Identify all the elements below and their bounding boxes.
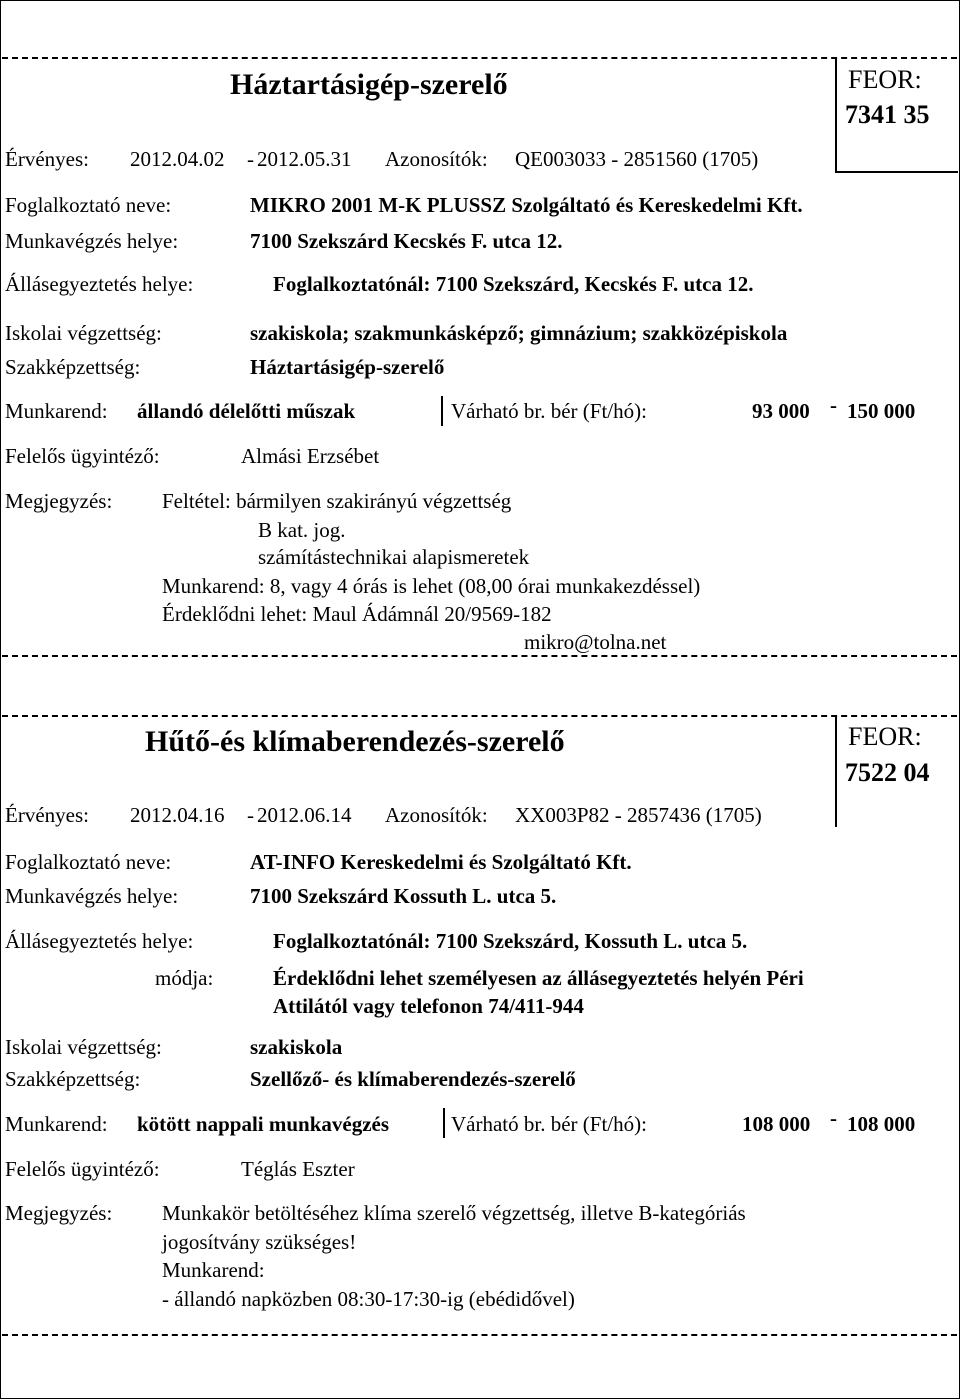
feor-divider (835, 716, 837, 827)
note-label: Megjegyzés: (5, 1201, 113, 1225)
education-value: szakiskola; szakmunkásképző; gimnázium; szakközépiskola (250, 321, 788, 345)
note-line: számítástechnikai alapismeretek (258, 545, 530, 569)
schedule-value: kötött nappali munkavégzés (137, 1112, 390, 1136)
id-value: XX003P82 - 2857436 (1705) (515, 803, 762, 827)
schedule-label: Munkarend: (5, 399, 108, 423)
salary-dash: - (830, 1106, 837, 1130)
education-value: szakiskola (250, 1035, 343, 1059)
feor-label: FEOR: (848, 722, 922, 751)
valid-to: 2012.06.14 (257, 803, 352, 827)
qualification-label: Szakképzettség: (5, 355, 141, 379)
workplace-label: Munkavégzés helye: (5, 884, 179, 908)
note-line: jogosítvány szükséges! (162, 1230, 357, 1254)
method-line: Érdeklődni lehet személyesen az állásegyeztetés helyén Péri (273, 966, 804, 990)
workplace-address: 7100 Szekszárd Kecskés F. utca 12. (250, 229, 563, 253)
qualification-value: Szellőző- és klímaberendezés-szerelő (250, 1067, 576, 1091)
feor-label: FEOR: (848, 65, 922, 94)
id-label: Azonosítók: (385, 147, 488, 171)
salary-max: 108 000 (847, 1112, 916, 1136)
method-label: módja: (155, 966, 214, 990)
note-line: Munkakör betöltéséhez klíma szerelő végzettség, illetve B-kategóriás (162, 1201, 746, 1225)
feor-bottom-line (835, 171, 958, 173)
workplace-label: Munkavégzés helye: (5, 229, 179, 253)
note-line: - állandó napközben 08:30-17:30-ig (ebédidővel) (162, 1287, 575, 1311)
contact-label: Felelős ügyintéző: (5, 1157, 160, 1181)
salary-min: 93 000 (752, 399, 810, 423)
salary-label: Várható br. bér (Ft/hó): (451, 399, 647, 423)
employer-name: AT-INFO Kereskedelmi és Szolgáltató Kft. (250, 850, 632, 874)
contact-name: Almási Erzsébet (241, 444, 380, 468)
note-line: B kat. jog. (258, 518, 346, 542)
workplace-address: 7100 Szekszárd Kossuth L. utca 5. (250, 884, 557, 908)
feor-code: 7341 35 (845, 100, 930, 129)
valid-label: Érvényes: (5, 803, 89, 827)
contact-label: Felelős ügyintéző: (5, 444, 160, 468)
id-label: Azonosítók: (385, 803, 488, 827)
valid-to: 2012.05.31 (257, 147, 352, 171)
salary-divider (443, 1108, 445, 1138)
salary-min: 108 000 (742, 1112, 811, 1136)
education-label: Iskolai végzettség: (5, 321, 162, 345)
job-title: Háztartásigép-szerelő (230, 68, 508, 101)
employer-label: Foglalkoztató neve: (5, 850, 172, 874)
dashed-separator (2, 655, 957, 657)
interview-location: Foglalkoztatónál: 7100 Szekszárd, Kossuth L. utca 5. (273, 929, 748, 953)
note-line: Feltétel: bármilyen szakirányú végzettség (162, 489, 512, 513)
interview-location: Foglalkoztatónál: 7100 Szekszárd, Kecskés F. utca 12. (273, 272, 754, 296)
feor-code: 7522 04 (845, 758, 930, 787)
note-line: Munkarend: (162, 1258, 265, 1282)
valid-separator: - (247, 147, 254, 171)
salary-max: 150 000 (847, 399, 916, 423)
note-label: Megjegyzés: (5, 489, 113, 513)
id-value: QE003033 - 2851560 (1705) (515, 147, 759, 171)
dashed-separator (2, 57, 957, 59)
salary-label: Várható br. bér (Ft/hó): (451, 1112, 647, 1136)
qualification-value: Háztartásigép-szerelő (250, 355, 445, 379)
note-line-email: mikro@tolna.net (524, 630, 667, 654)
valid-separator: - (247, 803, 254, 827)
salary-divider (441, 396, 443, 426)
note-line: Munkarend: 8, vagy 4 órás is lehet (08,00 órai munkakezdéssel) (162, 574, 701, 598)
valid-from: 2012.04.02 (130, 147, 225, 171)
dashed-separator (2, 1334, 957, 1336)
employer-name: MIKRO 2001 M-K PLUSSZ Szolgáltató és Kereskedelmi Kft. (250, 193, 803, 217)
salary-dash: - (830, 393, 837, 417)
dashed-separator (2, 715, 957, 717)
employer-label: Foglalkoztató neve: (5, 193, 172, 217)
feor-divider (835, 58, 837, 172)
method-line: Attilától vagy telefonon 74/411-944 (273, 994, 584, 1018)
interview-label: Állásegyeztetés helye: (5, 272, 194, 296)
contact-name: Téglás Eszter (241, 1157, 355, 1181)
note-line: Érdeklődni lehet: Maul Ádámnál 20/9569-182 (162, 602, 552, 626)
job-title: Hűtő-és klímaberendezés-szerelő (145, 725, 565, 758)
schedule-label: Munkarend: (5, 1112, 108, 1136)
valid-from: 2012.04.16 (130, 803, 225, 827)
interview-label: Állásegyeztetés helye: (5, 929, 194, 953)
education-label: Iskolai végzettség: (5, 1035, 162, 1059)
qualification-label: Szakképzettség: (5, 1067, 141, 1091)
valid-label: Érvényes: (5, 147, 89, 171)
schedule-value: állandó délelőtti műszak (137, 399, 356, 423)
